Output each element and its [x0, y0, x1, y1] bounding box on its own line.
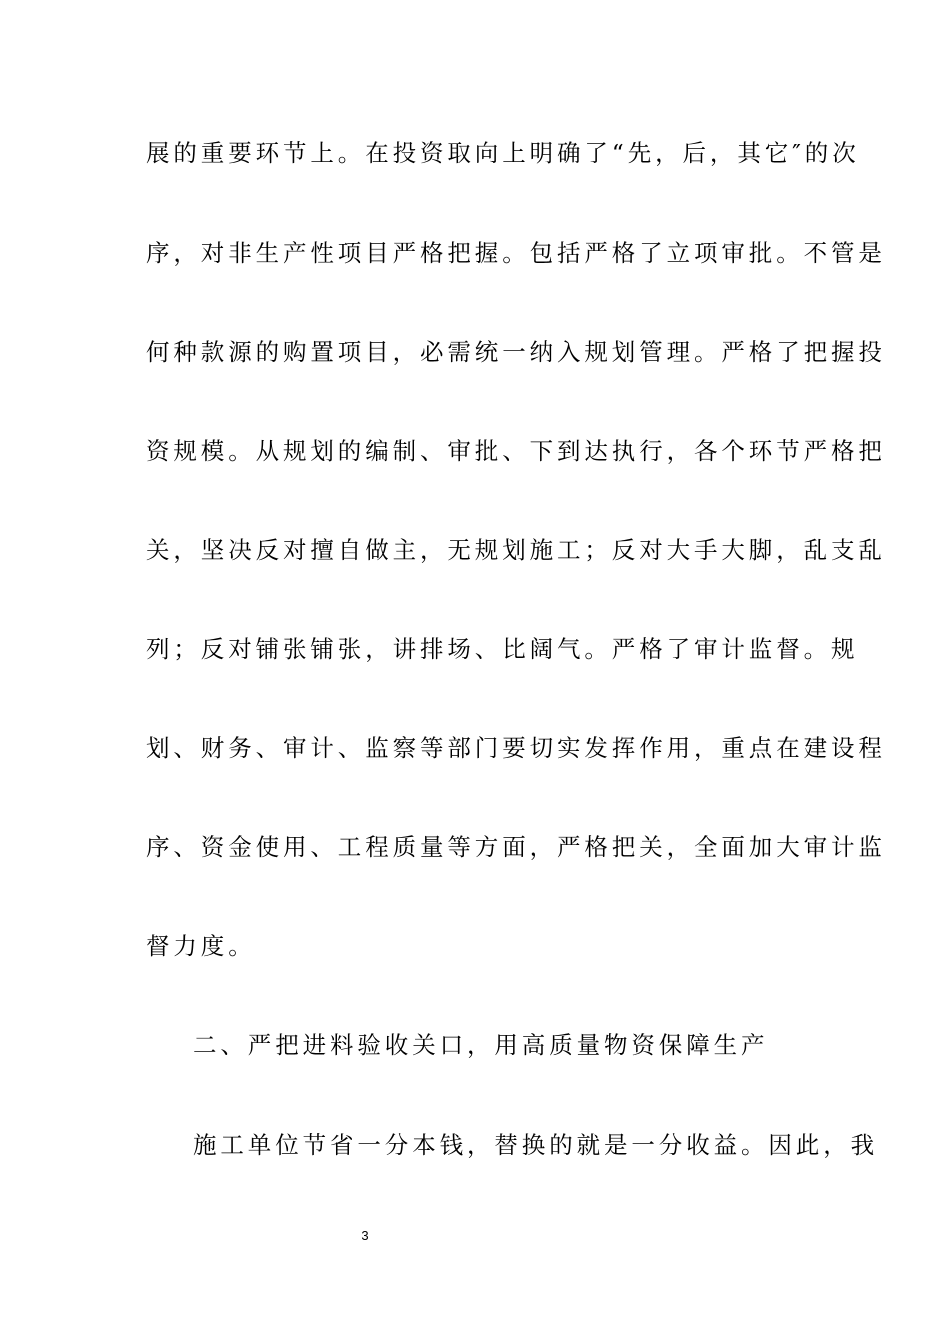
paragraph-line: 列；反对铺张铺张，讲排场、比阔气。严格了审计监督。规 [146, 635, 859, 663]
paragraph-line: 何种款源的购置项目，必需统一纳入规划管理。严格了把握投 [146, 338, 886, 366]
paragraph-line: 展的重要环节上。在投资取向上明确了“先，后，其它″的次 [146, 139, 860, 167]
section-heading: 二、严把进料验收关口，用高质量物资保障生产 [193, 1031, 769, 1059]
paragraph-line: 关，坚决反对擅自做主，无规划施工；反对大手大脚，乱支乱 [146, 536, 886, 564]
paragraph-line: 序、资金使用、工程质量等方面，严格把关，全面加大审计监 [146, 833, 886, 861]
page-number: 3 [361, 1228, 369, 1243]
paragraph-line: 序，对非生产性项目严格把握。包括严格了立项审批。不管是 [146, 239, 886, 267]
paragraph-line: 督力度。 [146, 932, 256, 960]
paragraph-line: 资规模。从规划的编制、审批、下到达执行，各个环节严格把 [146, 437, 886, 465]
paragraph-line: 施工单位节省一分本钱，替换的就是一分收益。因此，我 [193, 1131, 878, 1159]
paragraph-line: 划、财务、审计、监察等部门要切实发挥作用，重点在建设程 [146, 734, 886, 762]
